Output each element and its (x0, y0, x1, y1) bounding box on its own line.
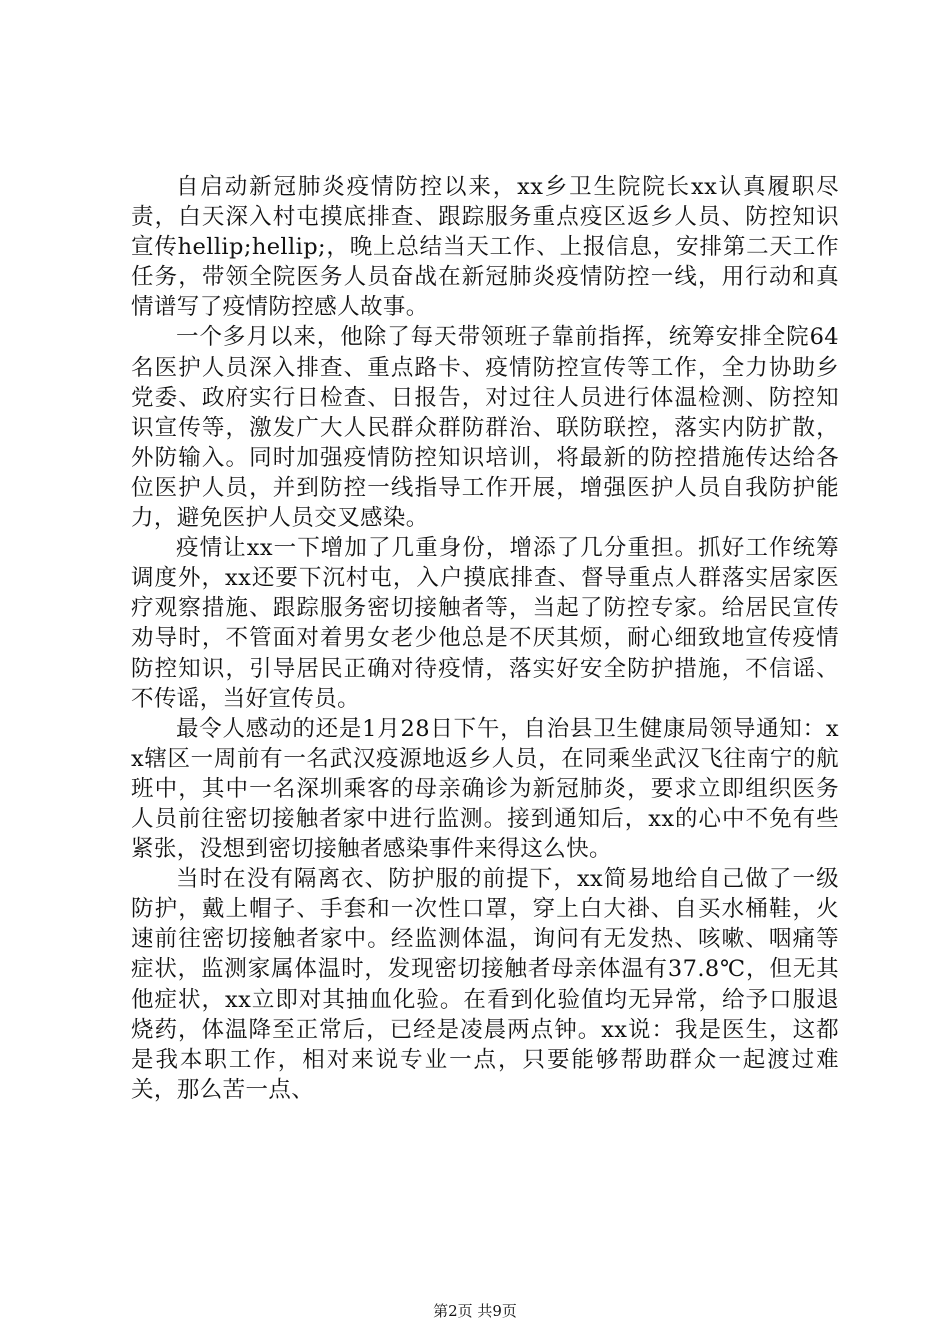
paragraph-4: 最令人感动的还是1月28日下午，自治县卫生健康局领导通知：xx辖区一周前有一名武汉疫源地返乡人员，在同乘坐武汉飞往南宁的航班中，其中一名深圳乘客的母亲确诊为新冠肺炎，要求立即组织医务人员前往密切接触者家中进行监测。接到通知后，xx的心中不免有些紧张，没想到密切接触者感染事件来得这么快。 (131, 715, 839, 863)
paragraph-3: 疫情让xx一下增加了几重身份，增添了几分重担。抓好工作统筹调度外，xx还要下沉村屯，入户摸底排查、督导重点人群落实居家医疗观察措施、跟踪服务密切接触者等，当起了防控专家。给居民宣传劝导时，不管面对着男女老少他总是不厌其烦，耐心细致地宣传疫情防控知识，引导居民正确对待疫情，落实好安全防护措施，不信谣、不传谣，当好宣传员。 (131, 535, 839, 712)
paragraph-2: 一个多月以来，他除了每天带领班子靠前指挥，统筹安排全院64名医护人员深入排查、重点路卡、疫情防控宣传等工作，全力协助乡党委、政府实行日检查、日报告，对过往人员进行体温检测、防控知识宣传等，激发广大人民群众群防群治、联防联控，落实内防扩散，外防输入。同时加强疫情防控知识培训，将最新的防控措施传达给各位医护人员，并到防控一线指导工作开展，增强医护人员自我防护能力，避免医护人员交叉感染。 (131, 324, 839, 532)
paragraph-1: 自启动新冠肺炎疫情防控以来，xx乡卫生院院长xx认真履职尽责，白天深入村屯摸底排查、跟踪服务重点疫区返乡人员、防控知识宣传hellip;hellip;，晚上总结当天工作、上报信息，安排第二天工作任务，带领全院医务人员奋战在新冠肺炎疫情防控一线，用行动和真情谱写了疫情防控感人故事。 (131, 174, 839, 321)
document-body (131, 172, 839, 1105)
page-footer: 第2页 共9页 (433, 1302, 517, 1320)
paragraph-5: 当时在没有隔离衣、防护服的前提下，xx简易地给自己做了一级防护，戴上帽子、手套和一次性口罩，穿上白大褂、自买水桶鞋，火速前往密切接触者家中。经监测体温，询问有无发热、咳嗽、咽痛等症状，监测家属体温时，发现密切接触者母亲体温有37.8℃，但无其他症状，xx立即对其抽血化验。在看到化验值均无异常，给予口服退烧药，体温降至正常后，已经是凌晨两点钟。xx说：我是医生，这都是我本职工作，相对来说专业一点，只要能够帮助群众一起渡过难关，那么苦一点、 (131, 866, 839, 1103)
